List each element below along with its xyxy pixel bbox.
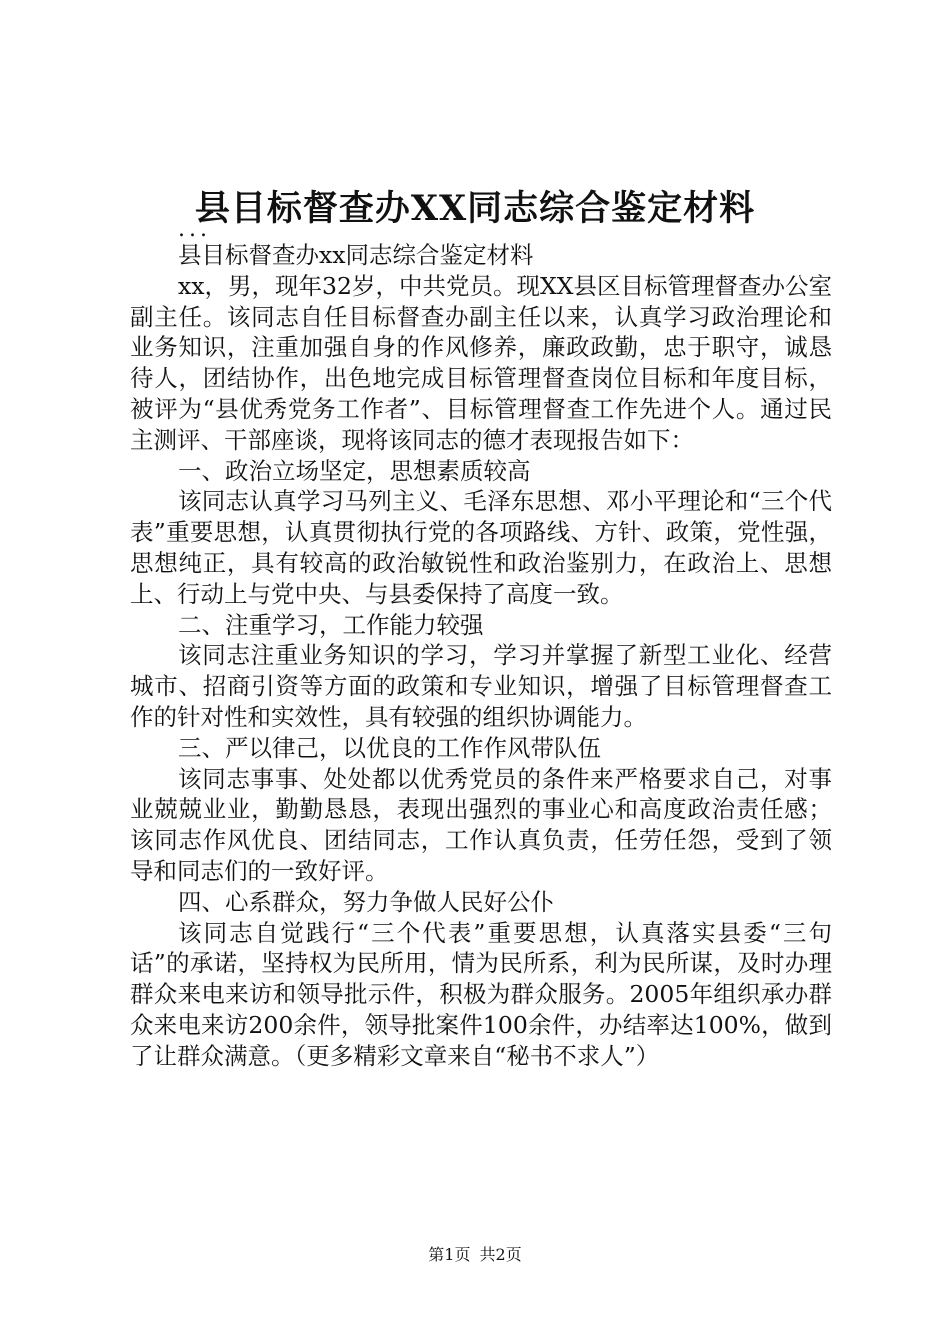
section-heading-3: 三、严以律己，以优良的工作作风带队伍	[178, 733, 601, 762]
section-heading-1: 一、政治立场坚定，思想素质较高	[178, 456, 531, 485]
intro-paragraph: xx，男，现年32岁，中共党员。现XX县区目标管理督查办公室副主任。该同志自任目标督查办副主任以来，认真学习政治理论和业务知识，注重加强自身的作风修养，廉政政勤，忠于职守，诚恳待人，团结协作，出色地完成目标管理督查岗位目标和年度目标，被评为“县优秀党务工作者”、目标管理督查工作先进个人。通过民主测评、干部座谈，现将该同志的德才表现报告如下：	[130, 271, 832, 454]
page-total: 共2页	[479, 1245, 522, 1264]
section-body-1: 该同志认真学习马列主义、毛泽东思想、邓小平理论和“三个代表”重要思想，认真贯彻执行党的各项路线、方针、政策，党性强，思想纯正，具有较高的政治敏锐性和政治鉴别力，在政治上、思想上、行动上与党中央、与县委保持了高度一致。	[130, 487, 832, 608]
page-number: 第1页	[428, 1245, 471, 1264]
section-body-2: 该同志注重业务知识的学习，学习并掌握了新型工业化、经营城市、招商引资等方面的政策和专业知识，增强了目标管理督查工作的针对性和实效性，具有较强的组织协调能力。	[130, 641, 832, 731]
page-footer	[0, 1244, 950, 1266]
section-body-4: 该同志自觉践行“三个代表”重要思想，认真落实县委“三句话”的承诺，坚持权为民所用，情为民所系，利为民所谋，及时办理群众来电来访和领导批示件，积极为群众服务。2005年组织承办群众来电来访200余件，领导批案件100余件，办结率达100%，做到了让群众满意。（更多精彩文章来自“秘书不求人”）	[130, 918, 832, 1070]
document-body	[130, 240, 832, 1072]
ellipsis-mark: ...	[178, 217, 211, 242]
section-heading-4: 四、心系群众，努力争做人民好公仆	[178, 887, 554, 916]
section-heading-2: 二、注重学习，工作能力较强	[178, 610, 484, 639]
section-body-3: 该同志事事、处处都以优秀党员的条件来严格要求自己，对事业兢兢业业，勤勤恳恳，表现出强烈的事业心和高度政治责任感；该同志作风优良、团结同志，工作认真负责，任劳任怨，受到了领导和同志们的一致好评。	[130, 764, 832, 885]
document-subtitle: 县目标督查办xx同志综合鉴定材料	[178, 241, 534, 269]
page-title: 县目标督查办XX同志综合鉴定材料	[194, 188, 756, 229]
